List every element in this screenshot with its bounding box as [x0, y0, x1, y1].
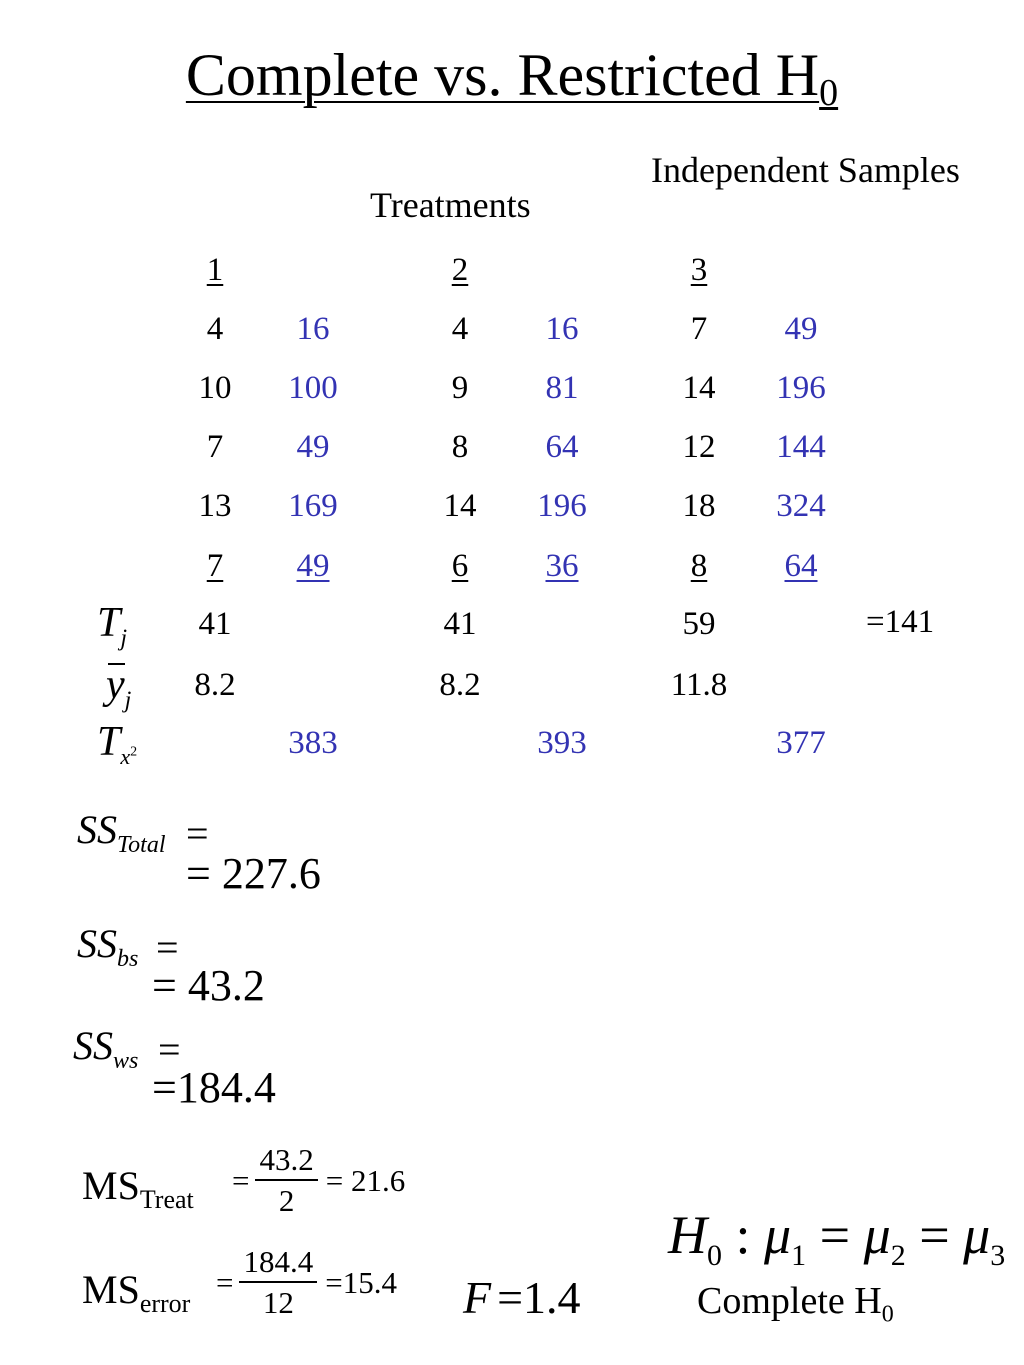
table-cell: 12 — [682, 429, 716, 465]
table-cell-squared: 81 — [545, 370, 579, 406]
fraction-numerator: 184.4 — [239, 1246, 317, 1283]
mu-symbol: μ — [764, 1205, 792, 1265]
ybar-label — [106, 664, 131, 712]
hypothesis-caption — [697, 1282, 894, 1327]
mu-subscript: 2 — [890, 1238, 906, 1272]
table-cell: 4 — [451, 311, 469, 347]
ybar-value: 11.8 — [670, 667, 728, 703]
ms-subscript: Treat — [139, 1185, 194, 1214]
table-cell-squared: 49 — [296, 548, 330, 584]
ms-treat-label — [82, 1163, 194, 1214]
ybar-symbol: y — [106, 662, 125, 708]
f-symbol: F — [463, 1272, 492, 1323]
table-cell: 18 — [682, 488, 716, 524]
fraction-denominator: 2 — [278, 1183, 295, 1218]
ss-bs-value: = 43.2 — [152, 961, 265, 1010]
ss-ws-value: =184.4 — [152, 1063, 276, 1112]
table-cell-squared: 16 — [296, 311, 330, 347]
ss-subscript: ws — [113, 1048, 139, 1074]
tj-label — [97, 602, 127, 650]
tj-value: 41 — [198, 606, 232, 642]
title-text: Complete vs. Restricted H — [185, 42, 820, 108]
ms-treat-equation — [232, 1144, 405, 1216]
tj-subscript: j — [120, 625, 128, 652]
table-cell: 9 — [451, 370, 469, 406]
tx2-superscript: 2 — [130, 745, 138, 761]
grand-total: =141 — [866, 604, 935, 640]
tx2-symbol: T — [97, 719, 121, 765]
table-cell-squared: 49 — [296, 429, 330, 465]
header-treatment-2: 2 — [451, 252, 469, 288]
ms-error-equation — [216, 1246, 397, 1318]
treatments-label: Treatments — [370, 185, 531, 225]
header-treatment-3: 3 — [690, 252, 708, 288]
ss-bs-equals: = — [156, 925, 179, 970]
ss-symbol: SS — [73, 1023, 113, 1068]
independent-samples-label: Independent Samples — [651, 150, 960, 190]
ss-subscript: bs — [117, 946, 139, 972]
tx2-value: 383 — [288, 725, 338, 761]
ms-treat-result: = 21.6 — [325, 1162, 406, 1198]
tj-value: 59 — [682, 606, 716, 642]
tx2-value: 377 — [776, 725, 826, 761]
equals-sign: = — [216, 1264, 234, 1300]
ms-error-label — [82, 1267, 191, 1318]
ybar-value: 8.2 — [194, 667, 236, 703]
table-cell-squared: 196 — [537, 488, 587, 524]
header-treatment-1: 1 — [206, 252, 224, 288]
ss-total-label — [77, 807, 166, 858]
tx2-label — [97, 721, 137, 768]
table-cell-squared: 49 — [784, 311, 818, 347]
ss-bs-label — [77, 921, 139, 972]
table-cell: 6 — [451, 548, 469, 584]
mu-subscript: 1 — [791, 1238, 807, 1272]
f-statistic — [463, 1272, 581, 1323]
table-cell-squared: 16 — [545, 311, 579, 347]
h-subscript: 0 — [707, 1238, 722, 1272]
table-cell: 8 — [690, 548, 708, 584]
table-cell: 7 — [206, 429, 224, 465]
table-cell: 13 — [198, 488, 232, 524]
ybar-value: 8.2 — [439, 667, 481, 703]
table-cell-squared: 324 — [776, 488, 826, 524]
equals-sign: = — [232, 1162, 250, 1198]
fraction-denominator: 12 — [262, 1285, 294, 1320]
caption-subscript: 0 — [881, 1301, 894, 1328]
page-title — [0, 42, 1024, 114]
mu-symbol: μ — [863, 1205, 891, 1265]
fraction-numerator: 43.2 — [255, 1144, 317, 1181]
h-symbol: H — [668, 1205, 707, 1265]
mu-subscript: 3 — [990, 1238, 1006, 1272]
title-subscript: 0 — [819, 72, 839, 114]
table-cell-squared: 36 — [545, 548, 579, 584]
tj-symbol: T — [97, 600, 121, 646]
ss-total-equals: = — [186, 811, 209, 856]
caption-text: Complete H — [697, 1280, 882, 1322]
table-cell: 14 — [443, 488, 477, 524]
table-cell: 4 — [206, 311, 224, 347]
ybar-subscript: j — [124, 687, 132, 714]
ms-error-result: =15.4 — [325, 1264, 397, 1300]
f-value: =1.4 — [497, 1272, 581, 1323]
equals-sign: = — [806, 1205, 864, 1265]
table-cell-squared: 196 — [776, 370, 826, 406]
table-cell-squared: 64 — [545, 429, 579, 465]
mu-symbol: μ — [963, 1205, 991, 1265]
table-cell-squared: 169 — [288, 488, 338, 524]
ss-symbol: SS — [77, 807, 117, 852]
table-cell: 8 — [451, 429, 469, 465]
tx2-value: 393 — [537, 725, 587, 761]
table-cell: 14 — [682, 370, 716, 406]
tj-value: 41 — [443, 606, 477, 642]
table-cell-squared: 64 — [784, 548, 818, 584]
ss-ws-label — [73, 1023, 139, 1074]
colon: : — [722, 1205, 765, 1265]
table-cell: 7 — [690, 311, 708, 347]
tx2-subscript: x — [120, 744, 131, 770]
ss-total-value: = 227.6 — [186, 849, 321, 898]
table-cell: 10 — [198, 370, 232, 406]
ms-error-fraction — [239, 1246, 317, 1318]
ss-subscript: Total — [117, 832, 166, 858]
ss-ws-equals: = — [158, 1027, 181, 1072]
equals-sign: = — [905, 1205, 964, 1265]
ms-treat-fraction — [255, 1144, 317, 1216]
hypothesis-equation — [668, 1205, 1006, 1272]
ms-symbol: MS — [82, 1163, 140, 1208]
table-cell-squared: 144 — [776, 429, 826, 465]
ms-subscript: error — [139, 1289, 191, 1318]
ss-symbol: SS — [77, 921, 117, 966]
ms-symbol: MS — [82, 1267, 140, 1312]
table-cell-squared: 100 — [288, 370, 338, 406]
table-cell: 7 — [206, 548, 224, 584]
